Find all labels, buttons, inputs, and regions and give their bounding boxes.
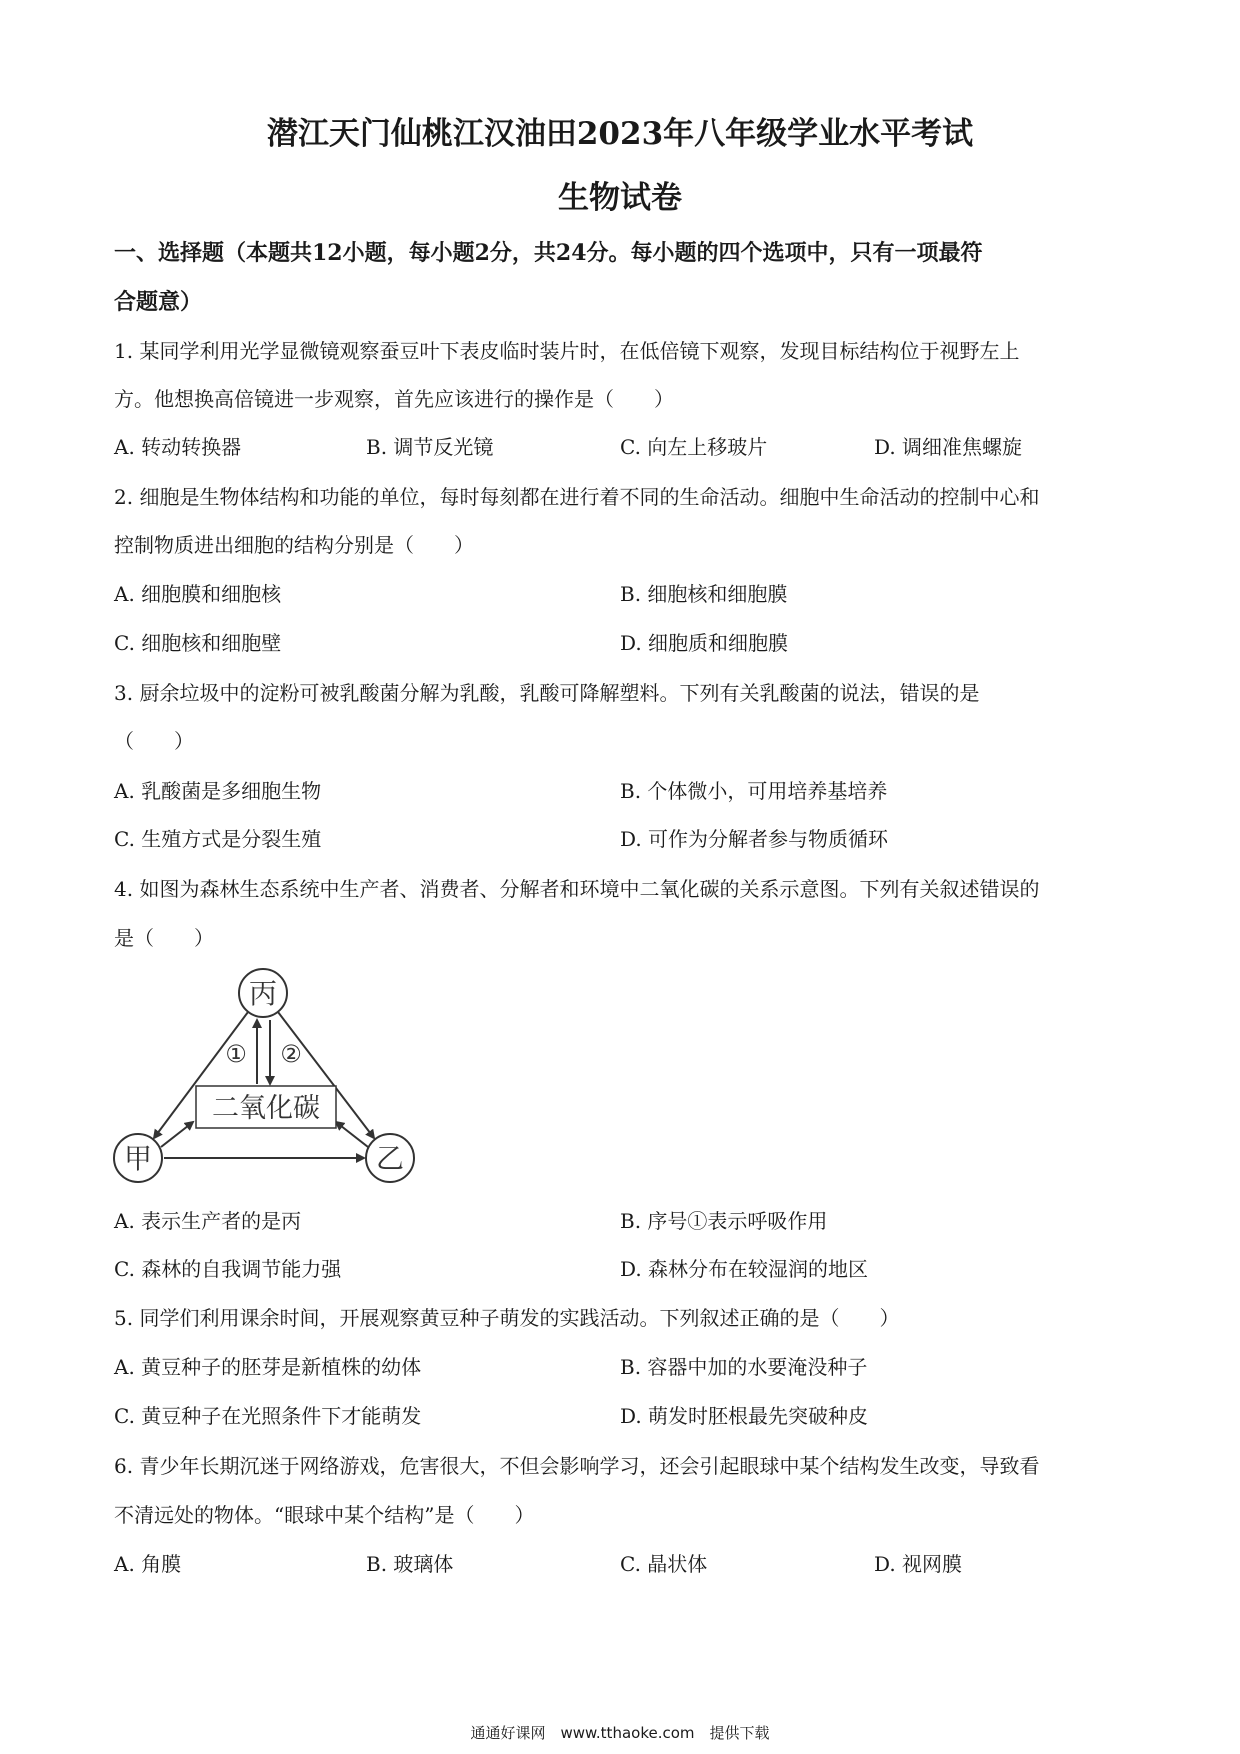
question-6-text: 6. 青少年长期沉迷于网络游戏，危害很大，不但会影响学习，还会引起眼球中某个结构发生改变，导致看 <box>114 1454 1040 1478</box>
label-1: ① <box>225 1040 247 1068</box>
q2-option-c: C. 细胞核和细胞壁 <box>114 631 282 655</box>
arrow-right-to-co2 <box>336 1122 368 1147</box>
q2-option-b: B. 细胞核和细胞膜 <box>620 582 788 606</box>
q2-option-d: D. 细胞质和细胞膜 <box>620 631 789 655</box>
question-2-text: 2. 细胞是生物体结构和功能的单位，每时每刻都在进行着不同的生命活动。细胞中生命活动的控制中心和 <box>114 485 1040 509</box>
node-left-label: 甲 <box>123 1142 153 1175</box>
section-heading-cont: 合题意） <box>114 289 203 315</box>
q5-option-d: D. 萌发时胚根最先突破种皮 <box>620 1404 869 1428</box>
q6-option-a: A. 角膜 <box>114 1552 182 1576</box>
q3-option-b: B. 个体微小，可用培养基培养 <box>620 779 888 803</box>
question-6-text-cont: 不清远处的物体。“眼球中某个结构”是（ ） <box>114 1503 535 1527</box>
q1-option-d: D. 调细准焦螺旋 <box>874 435 1023 459</box>
label-2: ② <box>280 1040 302 1068</box>
q3-option-a: A. 乳酸菌是多细胞生物 <box>114 779 322 803</box>
question-3-text: 3. 厨余垃圾中的淀粉可被乳酸菌分解为乳酸，乳酸可降解塑料。下列有关乳酸菌的说法，错误的是 <box>114 681 980 705</box>
q1-option-c: C. 向左上移玻片 <box>620 435 768 459</box>
q3-option-c: C. 生殖方式是分裂生殖 <box>114 827 322 851</box>
co2-label: 二氧化碳 <box>212 1093 320 1124</box>
q5-option-c: C. 黄豆种子在光照条件下才能萌发 <box>114 1404 422 1428</box>
arrow-left-to-co2 <box>161 1122 193 1147</box>
carbon-cycle-diagram <box>108 958 428 1194</box>
question-1-text: 1. 某同学利用光学显微镜观察蚕豆叶下表皮临时装片时，在低倍镜下观察，发现目标结构位于视野左上 <box>114 339 1020 363</box>
q6-option-d: D. 视网膜 <box>874 1552 963 1576</box>
q1-option-b: B. 调节反光镜 <box>366 435 494 459</box>
q4-option-a: A. 表示生产者的是丙 <box>114 1209 302 1233</box>
exam-subtitle: 生物试卷 <box>558 180 682 216</box>
q4-option-b: B. 序号①表示呼吸作用 <box>620 1209 828 1233</box>
q3-option-d: D. 可作为分解者参与物质循环 <box>620 827 889 851</box>
q5-option-b: B. 容器中加的水要淹没种子 <box>620 1355 868 1379</box>
question-2-text-cont: 控制物质进出细胞的结构分别是（ ） <box>114 533 474 557</box>
q2-option-a: A. 细胞膜和细胞核 <box>114 582 282 606</box>
question-5-text: 5. 同学们利用课余时间，开展观察黄豆种子萌发的实践活动。下列叙述正确的是（ ） <box>114 1306 900 1330</box>
q5-option-a: A. 黄豆种子的胚芽是新植株的幼体 <box>114 1355 422 1379</box>
exam-title: 潜江天门仙桃江汉油田2023年八年级学业水平考试 <box>266 116 974 152</box>
question-4-text: 4. 如图为森林生态系统中生产者、消费者、分解者和环境中二氧化碳的关系示意图。下列有关叙述错误的 <box>114 877 1040 901</box>
question-1-text-cont: 方。他想换高倍镜进一步观察，首先应该进行的操作是（ ） <box>114 387 674 411</box>
q1-option-a: A. 转动转换器 <box>114 435 242 459</box>
node-right-label: 乙 <box>375 1142 405 1175</box>
q6-option-b: B. 玻璃体 <box>366 1552 454 1576</box>
q4-option-c: C. 森林的自我调节能力强 <box>114 1257 342 1281</box>
section-heading: 一、选择题（本题共12小题，每小题2分，共24分。每小题的四个选项中，只有一项最符 <box>114 240 983 266</box>
q6-option-c: C. 晶状体 <box>620 1552 708 1576</box>
question-4-text-cont: 是（ ） <box>114 926 214 950</box>
q4-option-d: D. 森林分布在较湿润的地区 <box>620 1257 869 1281</box>
page-footer: 通通好课网 www.tthaoke.com 提供下载 <box>470 1724 770 1742</box>
node-top-label: 丙 <box>248 977 278 1010</box>
question-3-text-cont: （ ） <box>114 729 194 753</box>
